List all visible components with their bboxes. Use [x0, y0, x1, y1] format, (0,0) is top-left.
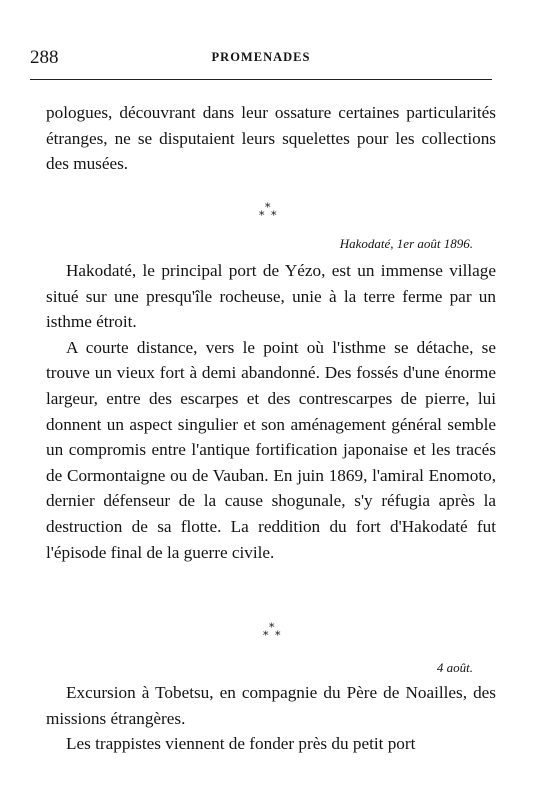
paragraph-5-text: Les trappistes viennent de fonder près du petit port	[66, 734, 416, 754]
asterism-star: *	[263, 629, 269, 642]
closing-text	[46, 680, 496, 757]
page-header	[30, 47, 492, 71]
paragraph-3-text: A courte distance, vers le point où l'isthme se détache, se trouve un vieux fort à demi abandonné. Des fossés d'une énorme largeur, entre des escarpes et des contrescarpes de pierre, lui donnent un aspect singulier et son aménagement général semble un compromis entre l'antique fortification japonaise et les tracés de Cormontaigne ou de Vauban. En juin 1869, l'amiral Enomoto, dernier défenseur de la cause shogunale, s'y réfugia après la destruction de sa flotte. La reddition du fort d'Hakodaté fut l'épisode final de la guerre civile.	[46, 337, 496, 562]
page-number: 288	[30, 47, 59, 68]
paragraph-1-text: pologues, découvrant dans leur ossature certaines particularités étranges, ne se disputaient leurs squelettes pour les collections des musées.	[46, 103, 496, 174]
asterism-star: *	[265, 201, 271, 214]
dateline-hakodate: Hakodaté, 1er août 1896.	[339, 236, 473, 251]
running-title: PROMENADES	[211, 50, 311, 64]
asterism-star: *	[259, 209, 265, 222]
dateline-august-4: 4 août.	[436, 660, 473, 675]
main-text	[46, 258, 496, 565]
paragraph-4-text: Excursion à Tobetsu, en compagnie du Père de Noailles, des missions étrangères.	[46, 683, 496, 728]
asterism-star: *	[275, 629, 281, 642]
paragraph-2-text: Hakodaté, le principal port de Yézo, est un immense village situé sur une presqu'île rocheuse, unie à la terre ferme par un isthme étroit.	[46, 261, 496, 332]
paragraph-continued	[46, 100, 496, 177]
asterism-star: *	[269, 621, 275, 634]
header-rule	[30, 79, 492, 80]
asterism-star: *	[271, 209, 277, 222]
asterism-separator	[256, 202, 282, 220]
asterism-separator	[260, 622, 286, 640]
